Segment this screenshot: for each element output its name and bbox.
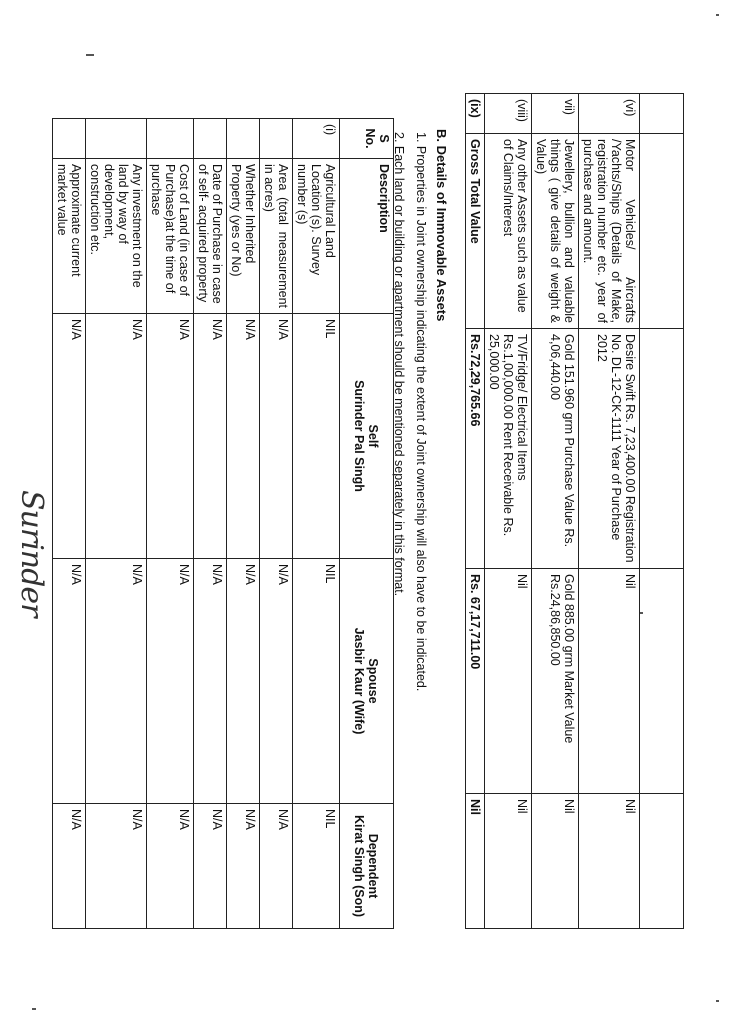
table-row — [53, 119, 86, 929]
section-heading: B. Details of Immovable Assets — [434, 129, 449, 322]
dependent-cell: Nil — [485, 794, 532, 929]
immovable-assets-table — [52, 118, 394, 929]
scan-speck — [86, 54, 94, 56]
spouse-cell — [640, 569, 684, 794]
signature: Surinder — [14, 490, 49, 617]
table-row — [227, 119, 260, 929]
scan-speck — [716, 14, 719, 16]
spouse-cell: NIL — [293, 559, 340, 804]
spouse-label: Spouse — [366, 658, 381, 704]
self-cell: Desire Swift Rs. 7,23,400.00 Registration No. DL-12-CK-1111 Year of Purchase 2012 — [579, 329, 640, 569]
sno-cell — [147, 119, 194, 159]
table-header-row — [340, 119, 394, 929]
sno-cell: (viii) — [485, 94, 532, 134]
description-header: Description — [340, 159, 394, 314]
spouse-header — [340, 559, 394, 804]
dependent-cell: N/A — [53, 804, 86, 929]
scan-speck — [716, 1000, 719, 1002]
description-cell: Motor Vehicles/ Aircrafts /Yachts/Ships (Details of Make, registration number etc. year of purchase and amount. — [579, 134, 640, 329]
dependent-cell: Nil — [579, 794, 640, 929]
spouse-cell: N/A — [53, 559, 86, 804]
note-joint-ownership: 1. Properties in Joint ownership indicating the extent of Joint ownership will also have to be indicated. — [414, 132, 428, 692]
spouse-cell: Nil — [485, 569, 532, 794]
self-cell: N/A — [260, 314, 293, 559]
self-cell: Rs.72,29,765.66 — [466, 329, 485, 569]
dependent-cell: N/A — [147, 804, 194, 929]
movable-assets-table — [465, 93, 684, 929]
spouse-cell: Gold 885.00 grm Market Value Rs.24,86,850.00 — [532, 569, 579, 794]
dependent-header — [340, 804, 394, 929]
note-separate-entries: 2. Each land or building or apartment should be mentioned separately in this format. — [392, 132, 406, 597]
sno-cell: (vi) — [579, 94, 640, 134]
sno-cell — [86, 119, 147, 159]
description-cell — [640, 134, 684, 329]
description-cell: Cost of Land (in case of Purchase)at the time of purchase — [147, 159, 194, 314]
description-cell: Agricultural Land Location (s). Survey number (s) — [293, 159, 340, 314]
sno-cell — [640, 94, 684, 134]
dependent-cell — [640, 794, 684, 929]
self-cell: N/A — [86, 314, 147, 559]
description-cell: Approximate current market value — [53, 159, 86, 314]
spouse-cell: Nil — [579, 569, 640, 794]
spouse-cell: N/A — [147, 559, 194, 804]
sno-cell — [260, 119, 293, 159]
self-cell: N/A — [194, 314, 227, 559]
spouse-cell: N/A — [194, 559, 227, 804]
table-row — [579, 94, 640, 929]
spouse-cell: N/A — [86, 559, 147, 804]
self-cell: N/A — [147, 314, 194, 559]
self-cell: N/A — [227, 314, 260, 559]
description-cell: Area (total measurement in acres) — [260, 159, 293, 314]
description-cell: Any investment on the land by way of development, construction etc. — [86, 159, 147, 314]
sno-header: S No. — [340, 119, 394, 159]
table-row — [466, 94, 485, 929]
spouse-cell: N/A — [227, 559, 260, 804]
description-cell: Any other Assets such as value of Claims/Interest — [485, 134, 532, 329]
dependent-label: Dependent — [366, 833, 381, 899]
self-header — [340, 314, 394, 559]
dependent-cell: NIL — [293, 804, 340, 929]
table-row — [293, 119, 340, 929]
table-row — [640, 94, 684, 929]
self-cell: Gold 151.960 grm Purchase Value Rs. 4,06,440.00 — [532, 329, 579, 569]
description-cell: Whether Inherited Property (yes or No) — [227, 159, 260, 314]
sno-cell: vii) — [532, 94, 579, 134]
table-row — [194, 119, 227, 929]
scan-speck — [640, 612, 643, 614]
self-label: Self — [366, 424, 381, 448]
sno-cell: (i) — [293, 119, 340, 159]
spouse-cell: Rs. 67,17,711.00 — [466, 569, 485, 794]
description-cell: Gross Total Value — [466, 134, 485, 329]
self-cell: N/A — [53, 314, 86, 559]
sno-cell — [53, 119, 86, 159]
dependent-name: Kirat Singh (Son) — [352, 814, 367, 918]
table-row — [485, 94, 532, 929]
sno-cell — [227, 119, 260, 159]
self-cell: NIL — [293, 314, 340, 559]
description-cell: Jewellery, bullion and valuable things ( give details of weight & Value) — [532, 134, 579, 329]
scan-speck — [32, 1008, 36, 1010]
spouse-name: Jasbir Kaur (Wife) — [352, 627, 367, 735]
table-row — [532, 94, 579, 929]
sno-cell — [194, 119, 227, 159]
dependent-cell: N/A — [86, 804, 147, 929]
table-row — [260, 119, 293, 929]
dependent-cell: Nil — [532, 794, 579, 929]
table-row — [86, 119, 147, 929]
self-cell: TV/Fridge/ Electrical Items Rs.1,00,000.00 Rent Receivable Rs. 25,000.00 — [485, 329, 532, 569]
self-name: Surinder Pal Singh — [352, 380, 367, 492]
spouse-cell: N/A — [260, 559, 293, 804]
self-cell — [640, 329, 684, 569]
sno-cell: (ix) — [466, 94, 485, 134]
dependent-cell: N/A — [260, 804, 293, 929]
dependent-cell: N/A — [194, 804, 227, 929]
dependent-cell: Nil — [466, 794, 485, 929]
dependent-cell: N/A — [227, 804, 260, 929]
description-cell: Date of Purchase in case of self- acquired property — [194, 159, 227, 314]
table-row — [147, 119, 194, 929]
